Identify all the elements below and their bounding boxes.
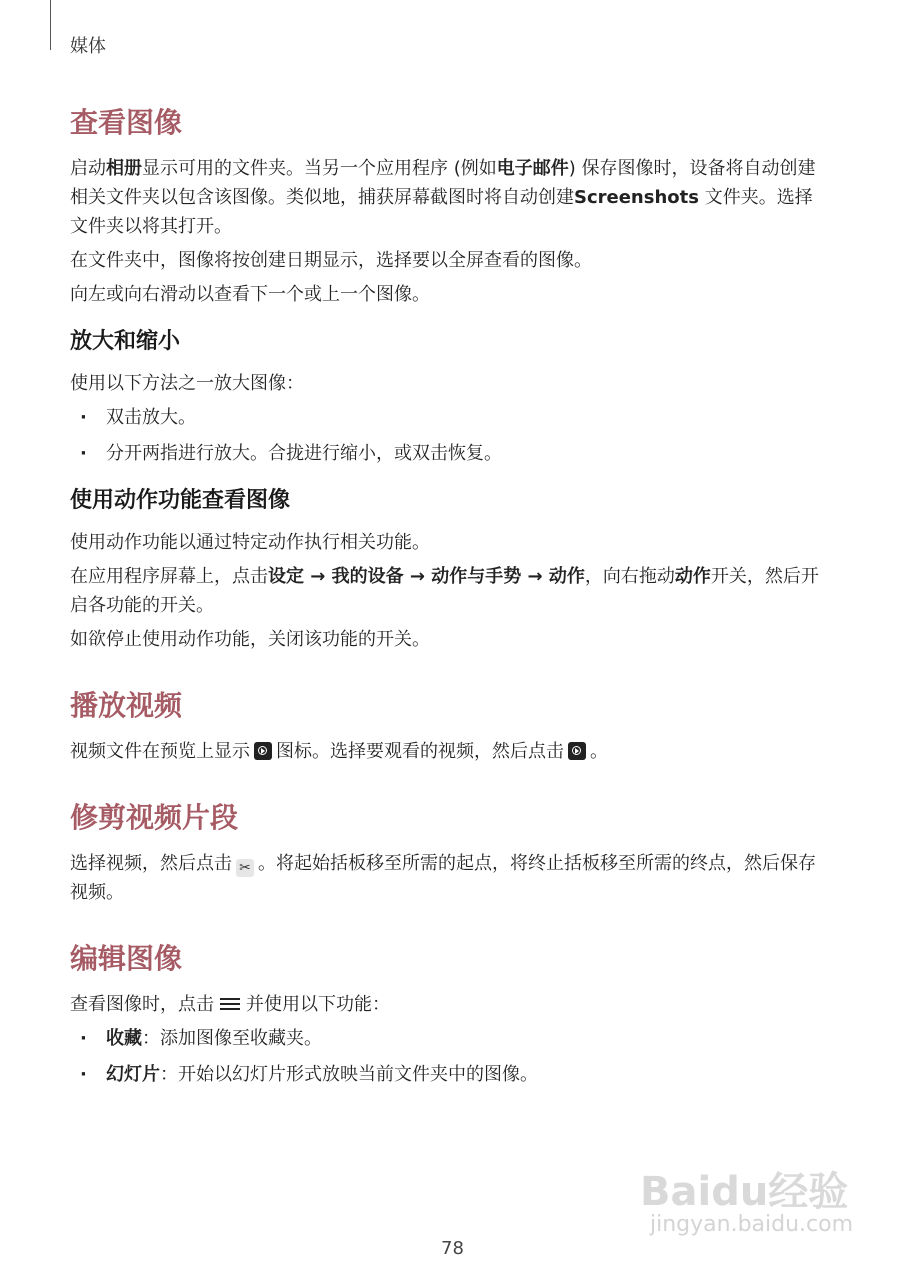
- scissors-icon: ✂: [236, 859, 254, 877]
- header-rule: [50, 0, 51, 50]
- heading-play-video: 播放视频: [70, 689, 183, 722]
- list-item: · 分开两指进行放大。合拢进行缩小，或双击恢复。: [70, 439, 830, 468]
- play-icon: [254, 742, 272, 760]
- paragraph-view-images-3: 向左或向右滑动以查看下一个或上一个图像。: [70, 284, 430, 305]
- zoom-list: [70, 403, 830, 468]
- paragraph-motion-1: 使用动作功能以通过特定动作执行相关功能。: [70, 532, 430, 553]
- watermark-url: jingyan.baidu.com: [650, 1212, 854, 1237]
- list-item: · 双击放大。: [70, 403, 830, 432]
- paragraph-motion-2: 在应用程序屏幕上，点击设定 → 我的设备 → 动作与手势 → 动作，向右拖动动作开关，然后开启各功能的开关。: [70, 566, 819, 616]
- paragraph-trim-video: 选择视频，然后点击 ✂ 。将起始括板移至所需的起点，将终止括板移至所需的终点，然后保存视频。: [70, 853, 816, 903]
- page-content: [70, 104, 830, 1096]
- paragraph-view-images-2: 在文件夹中，图像将按创建日期显示，选择要以全屏查看的图像。: [70, 250, 592, 271]
- paragraph-play-video: 视频文件在预览上显示 图标。选择要观看的视频，然后点击 。: [70, 741, 608, 762]
- edit-list: [70, 1024, 830, 1089]
- play-icon: [568, 742, 586, 760]
- paragraph-view-images-1: 启动相册显示可用的文件夹。当另一个应用程序 (例如电子邮件) 保存图像时，设备将自动创建相关文件夹以包含该图像。类似地，捕获屏幕截图时将自动创建Screenshots 文件夹。选择文件夹以将其打开。: [70, 158, 816, 237]
- paragraph-zoom-intro: 使用以下方法之一放大图像：: [70, 373, 304, 394]
- list-item: · 收藏：添加图像至收藏夹。: [70, 1024, 830, 1053]
- section-label: 媒体: [70, 36, 106, 57]
- list-item: · 幻灯片：开始以幻灯片形式放映当前文件夹中的图像。: [70, 1060, 830, 1089]
- watermark-logo: Baidu经验: [640, 1169, 849, 1215]
- heading-trim-video: 修剪视频片段: [70, 801, 239, 834]
- term-email: 电子邮件: [496, 158, 569, 179]
- heading-edit-images: 编辑图像: [70, 942, 183, 975]
- page-number: 78: [441, 1238, 464, 1259]
- term-gallery: 相册: [106, 158, 142, 179]
- heading-zoom: 放大和缩小: [70, 329, 181, 354]
- heading-motion: 使用动作功能查看图像: [70, 488, 291, 513]
- heading-view-images: 查看图像: [70, 106, 183, 139]
- paragraph-edit-intro: 查看图像时，点击 并使用以下功能：: [70, 994, 390, 1015]
- menu-icon: [218, 995, 242, 1013]
- paragraph-motion-3: 如欲停止使用动作功能，关闭该功能的开关。: [70, 629, 430, 650]
- term-screenshots: Screenshots: [574, 187, 699, 208]
